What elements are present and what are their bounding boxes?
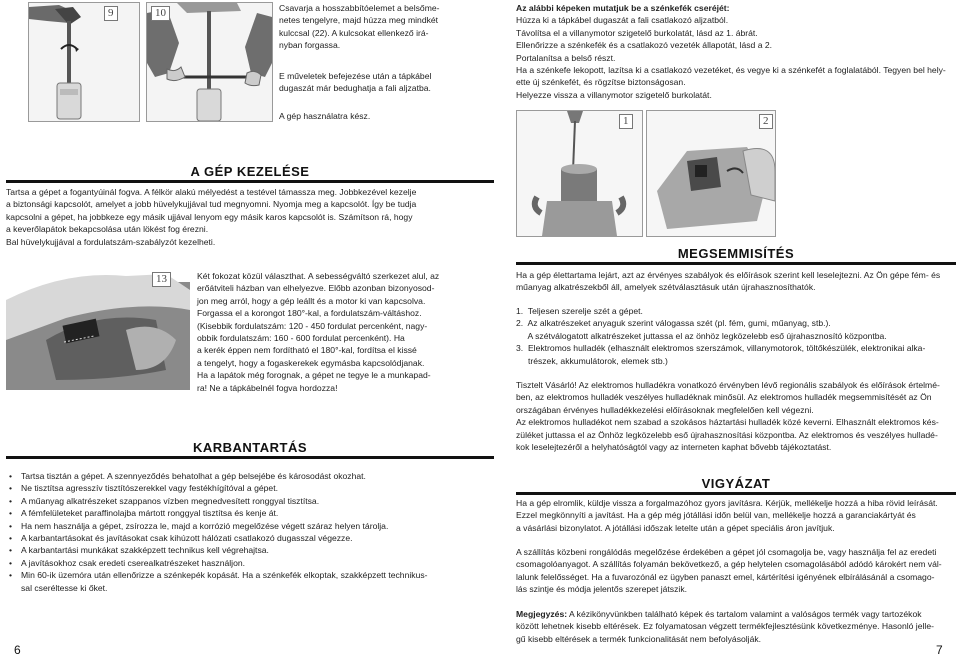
figure-13-number: 13 xyxy=(152,272,171,287)
text-line: kulccsal (22). A kulcsokat ellenkező irá- xyxy=(279,27,429,38)
maintenance-list xyxy=(6,470,496,582)
motor-cover-removal-illustration xyxy=(517,111,642,236)
page-number: 6 xyxy=(14,643,21,657)
text-line: Ha a szénkefe lekopott, lazítsa ki a csatlakozó vezetéket, és vegye ki a szénkefét a foglalatából. Tegyen bel hely- xyxy=(516,65,946,76)
carbon-brush-illustration xyxy=(647,111,775,236)
section-heading: Az alábbi képeken mutatjuk be a szénkefék cseréjét: xyxy=(516,3,730,13)
figure-9 xyxy=(28,2,140,122)
text-line: Helyezze vissza a villanymotor szigetelő burkolatát. xyxy=(516,89,712,100)
page-number: 7 xyxy=(936,643,943,657)
text-line: Ezzel megkönnyíti a javítást. Ha a gép még jótállási időn belül van, mellékelje hozzá a garanciakártyát és xyxy=(516,510,916,521)
list-item: 1. Teljesen szerelje szét a gépet. xyxy=(516,306,643,316)
text-line: a biztonsági kapcsolót, amelyet a jobb hüvelykujjával tud megnyomni. Nyomja meg a kapcsolót. Így be tudja xyxy=(6,199,417,210)
text-line: Ha a gép elromlik, küldje vissza a forgalmazóhoz gyors javításra. Kérjük, mellékelje hozzá a hiba rövid leírását. xyxy=(516,498,938,508)
text-line: ben, az elektromos hulladék veszélyes hulladéknak minősül. Az elektromos hulladék megsemmisítését az Ön xyxy=(516,392,932,403)
text-line: erőátviteli házban van elhelyezve. Előbb azonban bizonyosod- xyxy=(197,283,435,294)
figure-2-number: 2 xyxy=(759,114,773,129)
text-line: a kerék éppen nem fordítható el 180°-kal, fordítsa el kissé xyxy=(197,345,417,356)
disposal-intro xyxy=(516,269,960,294)
text-line: obbik fordulatszám: 160 - 600 fordulat percenként). Ha xyxy=(197,333,405,344)
ready-text: A gép használatra kész. xyxy=(279,111,371,121)
maintenance-section-header xyxy=(6,440,494,459)
text-line: netes tengelyre, majd húzza meg mindkét xyxy=(279,15,439,26)
text-line: Csavarja a hosszabbítóelemet a belsőme- xyxy=(279,3,440,13)
text-line: csomagolóanyagot. A szállítás folyamán bekövetkező, a gép helytelen csomagolásából adódó károkért nem vál- xyxy=(516,559,942,570)
text-line: lalunk felelősséget. Ha a fuvarozónál ez ügyben panaszt emel, kártérítési igényének elbírálásánál a csomago- xyxy=(516,571,935,582)
text-line: Két fokozat közül választhat. A sebességváltó szerkezet alul, az xyxy=(197,271,440,281)
list-item: A szétválogatott alkatrészeket juttassa el az önhöz legközelebb eső újrahasznosító központba. xyxy=(516,330,887,341)
list-item: • Min 60-ik üzemóra után ellenőrizze a szénkepék kopását. Ha a szénkefék elkoptak, szakképzett technikus- xyxy=(6,569,496,581)
text-line: Portalanítsa a belső részt. xyxy=(516,52,616,63)
list-item: • Ha nem használja a gépet, zsírozza le, majd a korrózió megelőzése végett száraz helyen tárolja. xyxy=(6,520,496,532)
list-item: 2. Az alkatrészeket anyaguk szerint válogassa szét (pl. fém, gumi, műanyag, stb.). xyxy=(516,318,831,329)
text-line: kapcsolni a gépet, ha jobbkeze egy másik ujjával lenyom egy másik karos kapcsolót is. Számítson rá, hogy xyxy=(6,211,413,222)
section-title: MEGSEMMISÍTÉS xyxy=(677,246,795,261)
section-title: A GÉP KEZELÉSE xyxy=(190,164,310,179)
figure-1-number: 1 xyxy=(619,114,633,129)
section-underline xyxy=(516,492,956,495)
figure-10-number: 10 xyxy=(151,6,170,21)
text-line: Ha a lapátok még forognak, a gépet ne tegye le a munkapad- xyxy=(197,370,431,381)
figure-2 xyxy=(646,110,776,237)
figure-10 xyxy=(146,2,273,122)
text-line: Bal hüvelykujjával a fordulatszám-szabályzót kezelheti. xyxy=(6,236,216,247)
operation-text xyxy=(6,186,494,248)
text-line: kok leselejtezéről a helyhatóságtól vagy az interneten kaphat bővebb tájékoztatást. xyxy=(516,442,832,453)
section-underline xyxy=(516,262,956,265)
note-label: Megjegyzés: xyxy=(516,609,568,619)
list-item: • A karbantartási munkákat szakképzett technikus kell végrehajtsa. xyxy=(6,544,496,556)
text-line: Ha a gép élettartama lejárt, azt az érvényes szabályok és előírások szerint kell leselejtezni. Az Ön gépe fém- és xyxy=(516,270,941,280)
text-line: jon meg arról, hogy a gép leállt és a motor ki van kapcsolva. xyxy=(197,295,426,306)
disposal-text xyxy=(516,379,960,453)
disposal-steps xyxy=(516,305,960,367)
list-item: • A karbantartásokat és javításokat csak kihúzott hálózati csatlakozó dugasszal végezze. xyxy=(6,532,496,544)
text-line: Ellenőrizze a szénkefék és a csatlakozó vezeték állapotát, lásd a 2. xyxy=(516,40,773,51)
text-line: A kézikönyvünkben található képek és tartalom valamint a valóságos termék vagy tartozékok xyxy=(567,609,922,619)
gear-selection-text xyxy=(197,270,497,394)
text-line: A szállítás közbeni rongálódás megelőzése érdekében a gépet jól csomagolja be, vagy használja fel az eredeti xyxy=(516,547,937,557)
text-line: nyban forgassa. xyxy=(279,40,341,51)
list-item: • A fémfelületeket paraffinolajba mártott ronggyal tisztítsa és kenje át. xyxy=(6,507,496,519)
text-line: E műveletek befejezése után a tápkábel xyxy=(279,71,432,81)
text-line: Az elektromos hulladékot nem szabad a szokásos háztartási hulladék közé keverni. Elhasznált elektromos kés- xyxy=(516,417,939,428)
list-item: • A javításokhoz csak eredeti cserealkatrészeket használjon. xyxy=(6,557,496,569)
text-line: (Kisebbik fordulatszám: 120 - 450 fordulat percenként, nagy- xyxy=(197,320,428,331)
section-underline xyxy=(6,456,494,459)
note-text xyxy=(516,608,960,645)
text-line: műanyag alkatrészekből áll, amelyek szétválasztásuk után újrahasznosíthatók. xyxy=(516,282,816,293)
text-line: Tisztelt Vásárló! Az elektromos hulladékra vonatkozó érvényben lévő regionális szabályok és előírások értelmé- xyxy=(516,380,940,390)
text-line: lás szintje és módja jelentős szerepet játszik. xyxy=(516,584,687,595)
warning-section-header xyxy=(516,476,956,495)
text-line: Tartsa a gépet a fogantyúinál fogva. A félkör alakú mélyedést a testével támassza meg. Jobbkezével kezelje xyxy=(6,187,417,197)
section-title: KARBANTARTÁS xyxy=(192,440,308,455)
list-item: • Tartsa tisztán a gépet. A szennyeződés behatolhat a gép belsejébe és károsodást okozhat. xyxy=(6,470,496,482)
maintenance-list-continuation: sal cseréltesse ki őket. xyxy=(21,583,108,593)
text-line: züléket juttassa el az Önhöz legközelebb eső újrahasznosítási központba. Az elektromos és veszélyes hulladé- xyxy=(516,429,938,440)
text-line: a tengelyt, hogy a fogaskerekek egymásba kapcsolódjanak. xyxy=(197,357,425,368)
section-title: VIGYÁZAT xyxy=(701,476,771,491)
warning-text xyxy=(516,497,960,534)
text-line: a keverőlapátok bekapcsolása után lökést fog érezni. xyxy=(6,224,209,235)
text-line: ette új szénkefét, és rögzítse biztonságosan. xyxy=(516,77,686,88)
list-item: trészek, akkumulátorok, elemek stb.) xyxy=(516,355,668,366)
text-line: országában érvényes hulladékkezelési előírásoknak megfelelően kell végezni. xyxy=(516,404,814,415)
text-line: ra! Ne a tápkábelnél fogva hordozza! xyxy=(197,382,338,393)
speed-gear-illustration xyxy=(6,270,190,390)
list-item: • A műanyag alkatrészeket szappanos vízben megnedvesített ronggyal tisztítsa. xyxy=(6,495,496,507)
text-line: Forgassa el a korongot 180°-kal, a fordulatszám-váltáshoz. xyxy=(197,308,422,319)
shipping-text xyxy=(516,546,960,596)
disposal-section-header xyxy=(516,246,956,265)
text-line: dugaszát már bedughatja a fali aljzatba. xyxy=(279,83,431,94)
operation-section-header xyxy=(6,164,494,183)
brush-replacement-section xyxy=(516,2,956,101)
plug-instructions xyxy=(279,70,474,95)
list-item: • Ne tisztítsa agresszív tisztítószerekkel vagy festékhígítóval a gépet. xyxy=(6,482,496,494)
figure-9-number: 9 xyxy=(104,6,118,21)
note-first-line xyxy=(516,608,960,620)
extension-instructions xyxy=(279,2,474,52)
text-line: között lehetnek kisebb eltérések. Ez folyamatosan végzett termékfejlesztésünk következménye. Hasonló jelle- xyxy=(516,621,934,632)
text-line: Távolítsa el a villanymotor szigetelő burkolatát, lásd az 1. ábrát. xyxy=(516,27,758,38)
section-underline xyxy=(6,180,494,183)
mixer-assembly-illustration xyxy=(29,3,139,121)
figure-1 xyxy=(516,110,643,237)
text-line: a vásárlási bizonylatot. A jótállási időszak letelte után a gépet speciális áron javítjuk. xyxy=(516,522,835,533)
text-line: Húzza ki a tápkábel dugaszát a fali csatlakozó aljzatból. xyxy=(516,15,729,26)
list-item: 3. Elektromos hulladék (elhasznált elektromos szerszámok, villanymotorok, töltőkészülék, elektronikai alka- xyxy=(516,343,926,354)
figure-13 xyxy=(6,270,190,390)
text-line: gű kisebb eltérések a termék funkcionalitását nem befolyásolják. xyxy=(516,633,762,644)
